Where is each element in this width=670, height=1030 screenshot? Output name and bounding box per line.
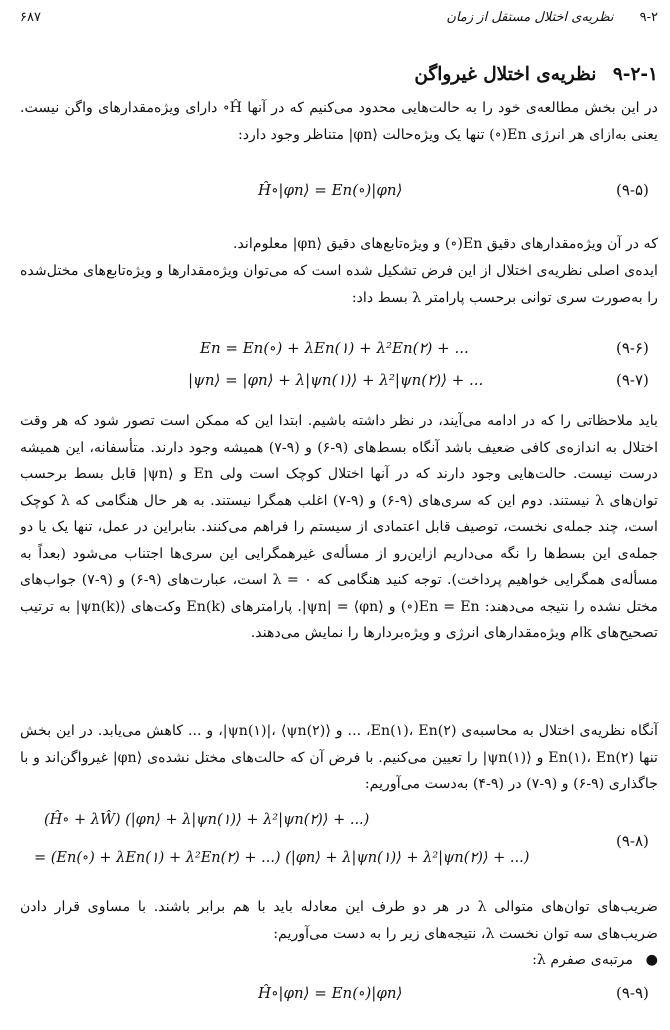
equation-9-5 [20, 181, 658, 209]
equation-number: (۹-۵) [616, 181, 649, 199]
bullet-label: مرتبه‌ی صفرم λ: [532, 952, 634, 968]
equation-body: |ψn⟩ = |φn⟩ + λ|ψn(۱)⟩ + λ²|ψn(۲)⟩ + ... [188, 371, 484, 389]
equation-number: (۹-۷) [616, 371, 649, 389]
equation-9-8 [20, 812, 658, 882]
chapter-heading [446, 10, 658, 25]
chapter-title: نظریه‌ی اختلال مستقل از زمان [446, 10, 614, 25]
section-number: ۹-۲-۱ [612, 64, 658, 85]
bullet-zeroth-order [532, 952, 658, 968]
paragraph-intro: در این بخش مطالعه‌ی خود را به حالت‌هایی محدود می‌کنیم که در آنها Ĥ∘ دارای ویژه‌مقدارهای واگن نیست. یعنی به‌ازای هر انرژی En(∘) تنها یک ویژه‌حالت ⟨φn| متناظر وجود دارد: [20, 100, 658, 143]
paragraph-coefficients: ضریب‌های توان‌های متوالی λ در هر دو طرف این معادله باید با هم برابر باشند. با مساوی قرار دادن ضریب‌های سه توان نخست λ، نتیجه‌های زیر را به دست می‌آوریم: [20, 899, 658, 942]
section-heading [20, 64, 658, 85]
equation-line-1: (Ĥ∘ + λŴ) (|φn⟩ + λ|ψn(۱)⟩ + λ²|ψn(۲)⟩ + ...) [44, 812, 370, 828]
equation-number: (۹-۶) [616, 339, 649, 357]
section-title: نظریه‌ی اختلال غیرواگن [414, 64, 597, 85]
equation-9-6 [20, 339, 658, 367]
paragraph-main-idea: ایده‌ی اصلی نظریه‌ی اختلال از این فرض تشکیل شده است که می‌توان ویژه‌مقدارها و ویژه‌تابع‌های مختل‌شده را به‌صورت سری توانی برحسب پارامتر λ بسط داد: [20, 263, 658, 306]
equation-body: Ĥ∘|φn⟩ = En(∘)|φn⟩ [258, 984, 403, 1002]
bullet-dot: ● [645, 952, 658, 968]
equation-body: En = En(∘) + λEn(۱) + λ²En(۲) + ... [200, 339, 469, 357]
equation-number: (۹-۸) [616, 832, 649, 850]
chapter-number: ۹-۲ [639, 10, 658, 25]
equation-body: Ĥ∘|φn⟩ = En(∘)|φn⟩ [258, 181, 403, 199]
paragraph-substitution: آنگاه نظریه‌ی اختلال به محاسبه‌ی En(۱)، En(۲)، ... و ⟨ψn(۱)|، ⟨ψn(۲)|، و ... کاهش می‌یابد. در این بخش تنها En(۱)، En(۲) و ⟨ψn(۱)| را تعیین می‌کنیم. با فرض آن که حالت‌های مختل نشده‌ی ⟨φn| غیرواگن‌اند و با جاگذاری (۹-۶) و (۹-۷) در (۹-۴) به‌دست می‌آوریم: [20, 723, 658, 792]
paragraph-remarks: باید ملاحظاتی را که در ادامه می‌آیند، در نظر داشته باشیم. ابتدا این که ممکن است تصور شود که هر وقت اختلال به اندازه‌ی کافی ضعیف باشد آنگاه بسط‌های (۹-۶) و (۹-۷) همیشه وجود دارند. متأسفانه، این همیشه درست نیست. حالت‌هایی وجود دارند که در آنها اختلال کوچک است ولی En و ⟨ψn| قابل بسط برحسب توان‌های λ نیستند. دوم این که سری‌های (۹-۶) و (۹-۷) اغلب همگرا نیستند. به هر حال هنگامی که λ کوچک است، چند جمله‌ی نخست، توصیف قابل اعتمادی از سیستم را فراهم می‌کنند. بنابراین در عمل، تنها یک یا دو جمله‌ی این بسط‌ها را نگه می‌داریم ازاین‌رو از مسأله‌ی غیرهمگرایی این سری‌ها اجتناب می‌شود (بعداً به مسأله‌ی همگرایی خواهیم پرداخت). توجه کنید هنگامی که ۰ = λ است، عبارت‌های (۹-۶) و (۹-۷) جواب‌های مختل نشده را نتیجه می‌دهند: En = En(∘) و ⟨ψn| = ⟨φn|. پارامترهای En(k) وکت‌های ⟨ψn(k)| به ترتیب تصحیح‌های kام ویژه‌مقدارهای انرژی و ویژه‌بردارها را نمایش می‌دهند. [20, 413, 659, 641]
equation-9-9 [20, 984, 658, 1012]
running-header [20, 10, 658, 32]
equation-line-2: = (En(∘) + λEn(۱) + λ²En(۲) + ...) (|φn⟩ + λ|ψn(۱)⟩ + λ²|ψn(۲)⟩ + ...) [34, 850, 530, 866]
paragraph-known-solutions: که در آن ویژه‌مقدارهای دقیق En(∘) و ویژه‌تابع‌های دقیق ⟨φn| معلوم‌اند. [232, 236, 658, 252]
page-number: ۶۸۷ [20, 10, 41, 25]
equation-9-7 [20, 371, 658, 399]
equation-number: (۹-۹) [616, 984, 649, 1002]
